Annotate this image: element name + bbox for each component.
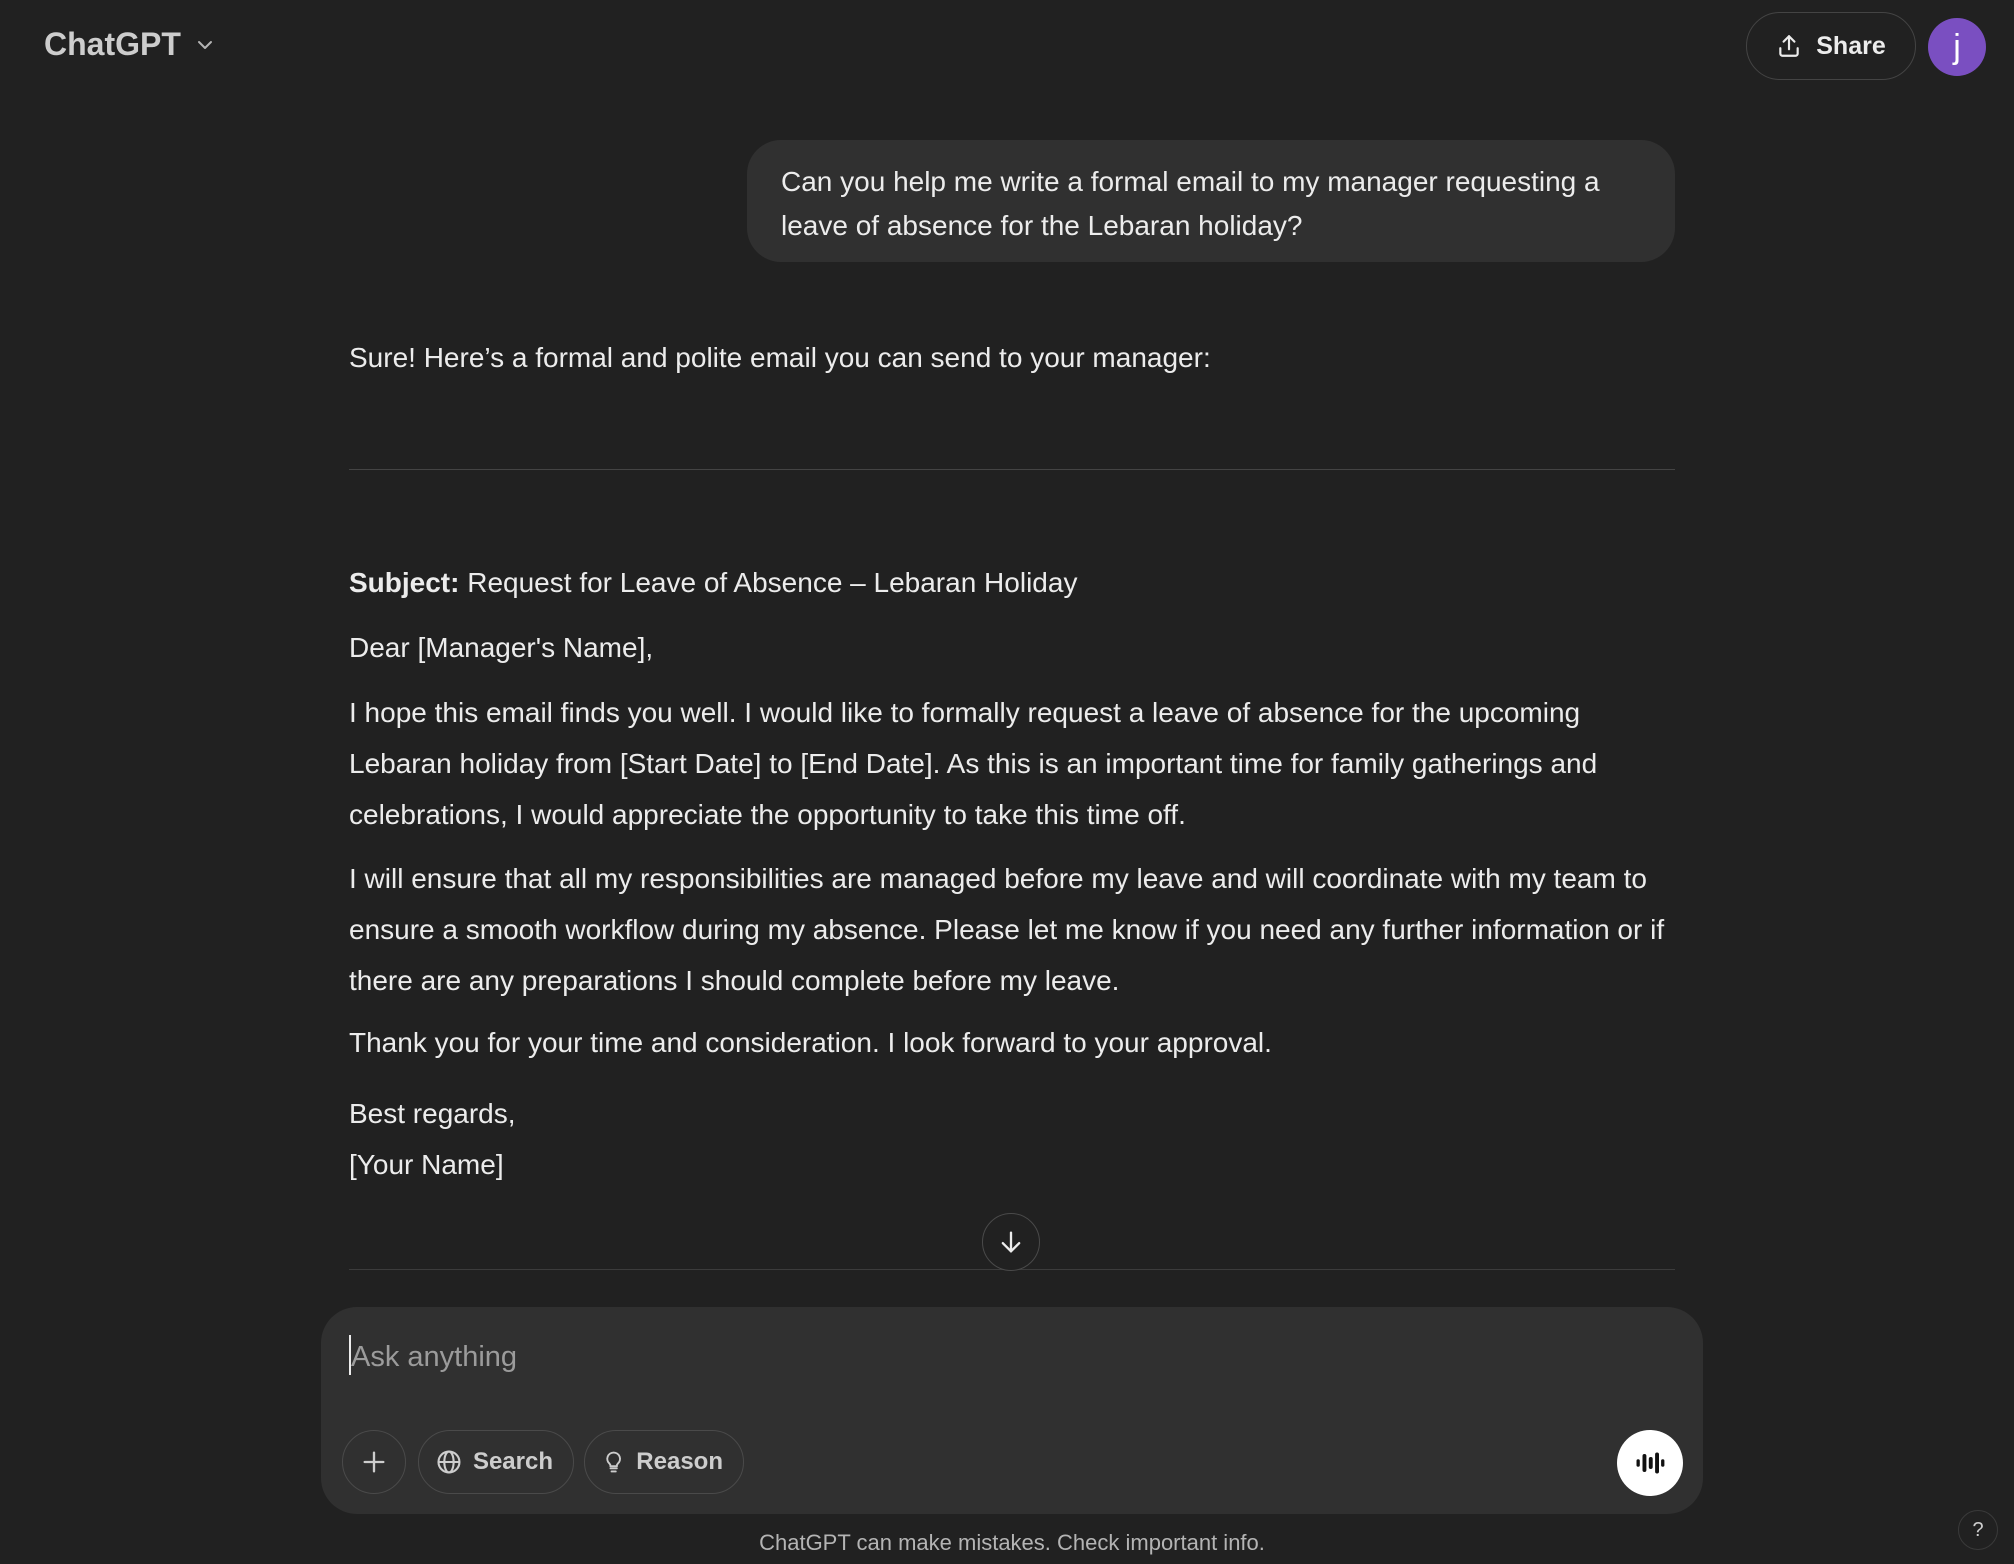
share-button[interactable] [1746,12,1916,80]
globe-icon [435,1447,463,1477]
arrow-down-icon [997,1228,1025,1256]
model-name: ChatGPT [44,26,181,62]
email-signature: [Your Name] [349,1149,504,1180]
reason-label: Reason [636,1448,723,1475]
reason-button[interactable] [584,1430,744,1494]
voice-waveform-icon [1632,1445,1668,1481]
email-paragraph-2: I will ensure that all my responsibilities are managed before my leave and will coordinate with my team to ensure a smooth workflow during my absence. Please let me know if you need any further information or if there are any preparations I should complete before my leave. [349,863,1665,996]
email-signoff [349,1088,516,1190]
share-label: Share [1816,31,1886,60]
share-icon [1776,33,1802,59]
email-paragraph-1: I hope this email finds you well. I would like to formally request a leave of absence for the upcoming Lebaran holiday from [Start Date] to [End Date]. As this is an important time for family gatherings and celebrations, I would appreciate the opportunity to take this time off. [349,697,1598,830]
search-button[interactable] [418,1430,574,1494]
text-caret [349,1335,351,1375]
message-input[interactable] [349,1333,1653,1381]
lightbulb-icon [601,1447,626,1477]
composer [321,1307,1703,1514]
plus-icon [360,1448,388,1476]
attach-button[interactable] [342,1430,406,1494]
chevron-down-icon [193,33,217,57]
email-thanks: Thank you for your time and consideration. I look forward to your approval. [349,1027,1272,1058]
email-closing: Best regards, [349,1098,516,1129]
avatar[interactable]: j [1928,18,1986,76]
email-greeting: Dear [Manager's Name], [349,632,654,663]
search-label: Search [472,1448,553,1475]
help-button[interactable]: ? [1958,1510,1998,1550]
model-selector[interactable] [44,26,217,63]
subject-text: Request for Leave of Absence – Lebaran Holiday [459,567,1078,598]
assistant-intro: Sure! Here’s a formal and polite email you can send to your manager: [349,342,1211,373]
subject-label: Subject: [349,567,460,598]
divider [349,469,1675,470]
user-message: Can you help me write a formal email to my manager requesting a leave of absence for the Lebaran holiday? [747,140,1675,262]
scroll-to-bottom-button[interactable] [982,1213,1040,1271]
disclaimer: ChatGPT can make mistakes. Check important info. [759,1530,1265,1555]
voice-mode-button[interactable] [1617,1430,1683,1496]
email-subject [349,563,1077,603]
